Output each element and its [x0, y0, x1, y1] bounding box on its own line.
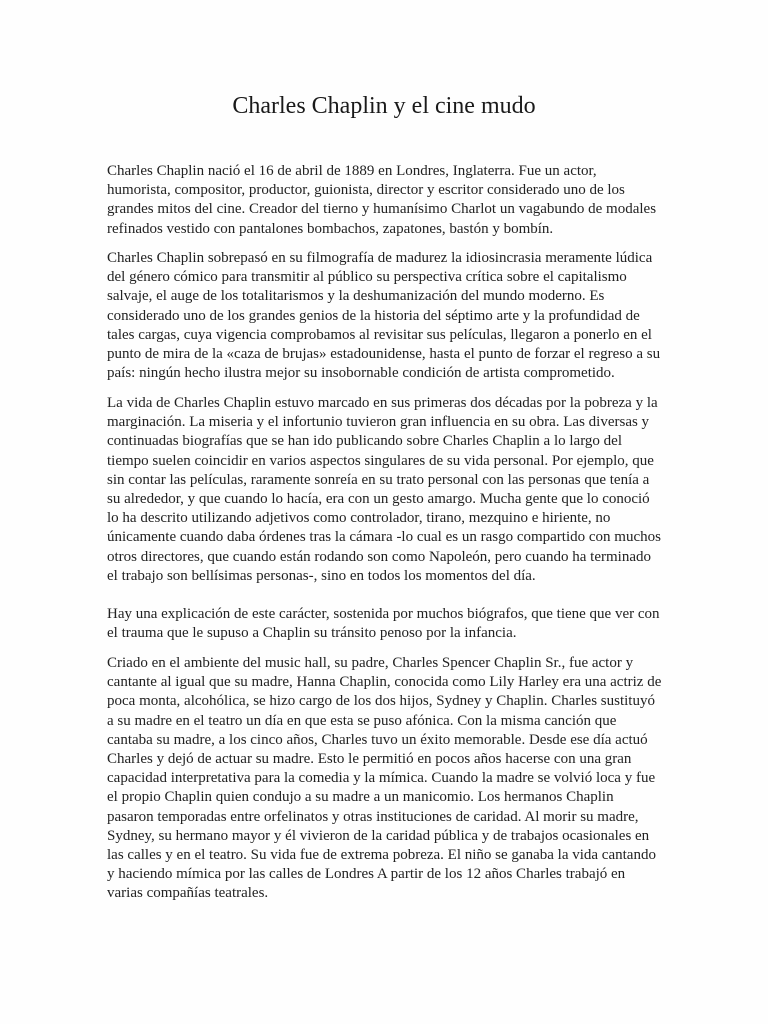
paragraph-early-life: La vida de Charles Chaplin estuvo marcado en sus primeras dos décadas por la pobreza y la marginación. La miseria y el infortunio tuvieron gran influencia en su obra. Las diversas y continuadas biografías que se han ido publicando sobre Charles Chaplin a lo largo del tiempo suelen coincidir en varios aspectos singulares de su vida personal. Por ejemplo, que sin contar las películas, raramente sonreía en su trato personal con las personas que tenía a su alrededor, y que cuando lo hacía, era con un gesto amargo. Mucha gente que lo conoció lo ha descrito utilizando adjetivos como controlador, tirano, mezquino e hiriente, no únicamente cuando daba órdenes tras la cámara -lo cual es un rasgo compartido con muchos otros directores, que cuando están rodando son como Napoleón, pero cuando ha terminado el trabajo son bellísimas personas-, sino en todos los momentos del día. [107, 395, 661, 584]
document-title: Charles Chaplin y el cine mudo [232, 93, 536, 119]
paragraph-character: Hay una explicación de este carácter, sostenida por muchos biógrafos, que tiene que ver con el trauma que le supuso a Chaplin su tránsito penoso por la infancia. [107, 606, 660, 642]
paragraph-filmography: Charles Chaplin sobrepasó en su filmografía de madurez la idiosincrasia meramente lúdica del género cómico para transmitir al público su perspectiva crítica sobre el capitalismo salvaje, el auge de los totalitarismos y la deshumanización del mundo moderno. Es considerado uno de los grandes genios de la historia del séptimo arte y la profundidad de tales cargas, cuya vigencia comprobamos al revisitar sus películas, llegaron a ponerlo en el punto de mira de la «caza de brujas» estadounidense, hasta el punto de forzar el regreso a su país: ningún hecho ilustra mejor su insobornable condición de artista comprometido. [107, 250, 661, 382]
paragraph-childhood: Criado en el ambiente del music hall, su padre, Charles Spencer Chaplin Sr., fue actor y cantante al igual que su madre, Hanna Chaplin, conocida como Lily Harley era una actriz de poca monta, alcohólica, se hizo cargo de los dos hijos, Sydney y Chaplin. Charles sustituyó a su madre en el teatro un día en que esta se puso afónica. Con la misma canción que cantaba su madre, a los cinco años, Charles tuvo un éxito memorable. Desde ese día actuó Charles y dejó de actuar su madre. Esto le permitió en pocos años hacerse con una gran capacidad interpretativa para la comedia y la mímica. Cuando la madre se volvió loca y fue el propio Chaplin quien condujo a su madre a un manicomio. Los hermanos Chaplin pasaron temporadas entre orfelinatos y otras instituciones de caridad. Al morir su madre, Sydney, su hermano mayor y él vivieron de la caridad pública y de trabajos ocasionales en las calles y en el teatro. Su vida fue de extrema pobreza. El niño se ganaba la vida cantando y haciendo mímica por las calles de Londres A partir de los 12 años Charles trabajó en varias compañías teatrales. [107, 655, 662, 902]
paragraph-birth: Charles Chaplin nació el 16 de abril de 1889 en Londres, Inglaterra. Fue un actor, humorista, compositor, productor, guionista, director y escritor considerado uno de los grandes mitos del cine. Creador del tierno y humanísimo Charlot un vagabundo de modales refinados vestido con pantalones bombachos, zapatones, bastón y bombín. [107, 163, 657, 237]
